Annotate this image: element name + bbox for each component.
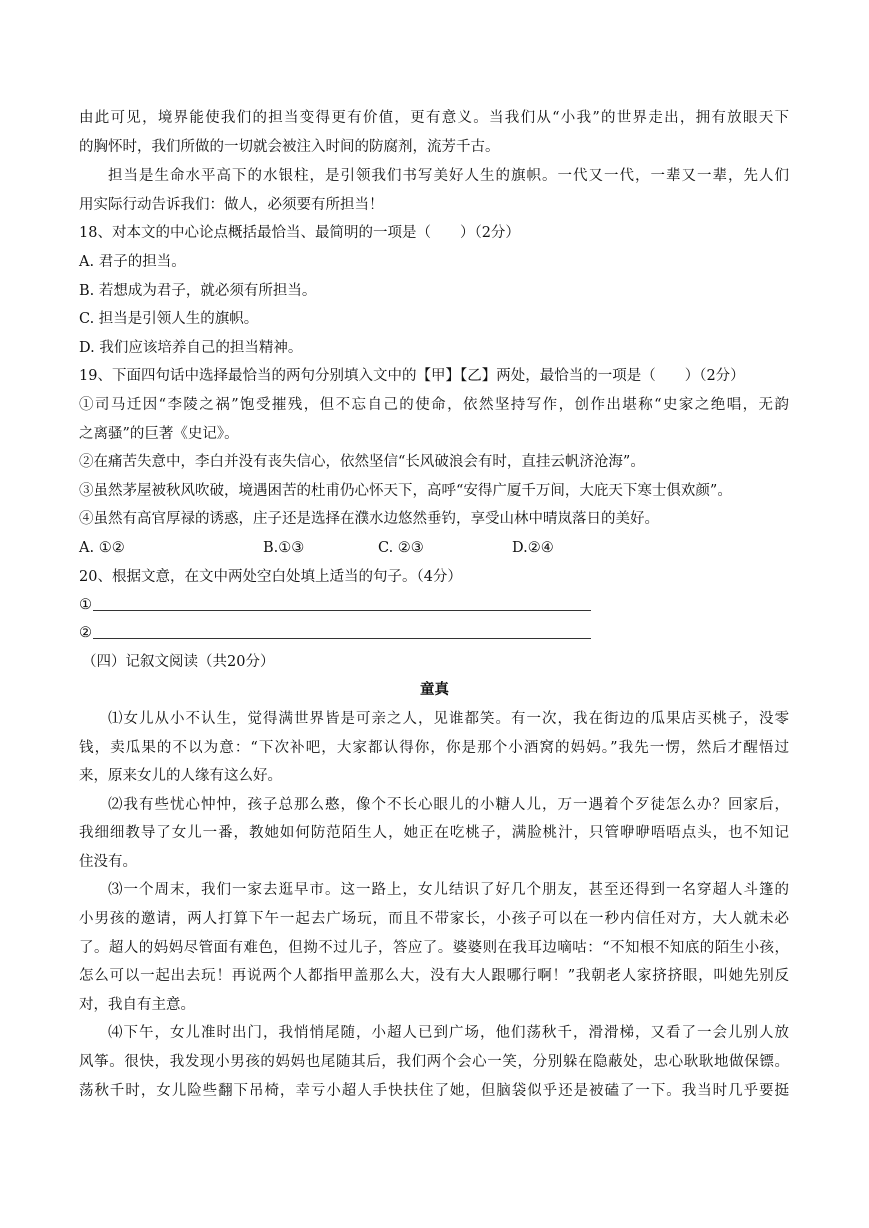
question-19-option-c: C. ②③ [378, 540, 424, 556]
story-text-line: 对，我自有主意。 [79, 997, 195, 1013]
story-text-line: 荡秋千时，女儿险些翻下吊椅，幸亏小超人手快扶住了她，但脑袋似乎还是被磕了一下。我当时几乎要挺 [79, 1083, 789, 1099]
question-19-sentence: ①司马迁因“李陵之祸”饱受摧残，但不忘自己的使命，依然坚持写作，创作出堪称“史家之绝唱，无韵 [79, 397, 789, 413]
story-text-line: 了。超人的妈妈尽管面有难色，但拗不过儿子，答应了。婆婆则在我耳边嘀咕：“不知根不知底的陌生小孩， [79, 940, 789, 956]
question-18-stem: 18、对本文的中心论点概括最恰当、最简明的一项是（ ）（2分） [79, 225, 520, 241]
story-text-line: ⑷下午，女儿准时出门，我悄悄尾随，小超人已到广场，他们荡秋千，滑滑梯，又看了一会儿别人放 [108, 1025, 789, 1041]
question-18-option-c: C. 担当是引领人生的旗帜。 [79, 311, 259, 327]
story-text-line: 住没有。 [79, 854, 137, 870]
question-18-option-b: B. 若想成为君子，就必须有所担当。 [79, 283, 317, 299]
story-text-line: 来，原来女儿的人缘有这么好。 [79, 768, 282, 784]
story-title: 童真 [420, 681, 449, 698]
answer-blank-2[interactable] [93, 638, 591, 639]
essay-text-line: 用实际行动告诉我们：做人，必须要有所担当！ [79, 197, 384, 213]
story-text-line: 怎么可以一起出去玩！再说两个人都指甲盖那么大，没有大人跟哪行啊！”我朝老人家挤挤眼，叫她先别反 [79, 968, 789, 984]
question-20-stem: 20、根据文意，在文中两处空白处填上适当的句子。（4分） [79, 569, 462, 585]
question-19-option-b: B.①③ [263, 540, 305, 556]
question-19-stem: 19、下面四句话中选择最恰当的两句分别填入文中的【甲】【乙】两处，最恰当的一项是（ ）（2分） [79, 368, 745, 384]
essay-text-line: 担当是生命水平高下的水银柱，是引领我们书写美好人生的旗帜。一代又一代，一辈又一辈，先人们 [108, 168, 789, 184]
answer-blank-1[interactable] [93, 610, 591, 611]
essay-text-line: 的胸怀时，我们所做的一切就会被注入时间的防腐剂，流芳千古。 [79, 139, 500, 155]
story-text-line: ⑵我有些忧心忡忡，孩子总那么憨，像个不长心眼儿的小糖人儿，万一遇着个歹徒怎么办？回家后， [108, 797, 789, 813]
story-text-line: ⑴女儿从小不认生，觉得满世界皆是可亲之人，见谁都笑。有一次，我在街边的瓜果店买桃子，没零 [108, 711, 789, 727]
story-text-line: 我细细教导了女儿一番，教她如何防范陌生人，她正在吃桃子，满脸桃汁，只管咿咿唔唔点头，也不知记 [79, 825, 789, 841]
section-heading: （四）记叙文阅读（共20分） [82, 654, 275, 670]
answer-blank-2-label: ② [79, 625, 92, 641]
question-19-option-a: A. ①② [79, 540, 125, 556]
question-19-sentence: ②在痛苦失意中，李白并没有丧失信心，依然坚信“长风破浪会有时，直挂云帆济沧海”。 [79, 454, 645, 470]
question-19-option-d: D.②④ [512, 540, 554, 556]
story-text-line: 风筝。很快，我发现小男孩的妈妈也尾随其后，我们两个会心一笑，分别躲在隐蔽处，忠心耿耿地做保镖。 [79, 1054, 789, 1070]
question-18-option-d: D. 我们应该培养自己的担当精神。 [79, 340, 303, 356]
question-19-sentence: ③虽然茅屋被秋风吹破，境遇困苦的杜甫仍心怀天下，高呼“安得广厦千万间，大庇天下寒士俱欢颜”。 [79, 483, 732, 499]
story-text-line: 小男孩的邀请，两人打算下午一起去广场玩，而且不带家长，小孩子可以在一秒内信任对方，大人就未必 [79, 911, 789, 927]
answer-blank-1-label: ① [79, 597, 92, 613]
essay-text-line: 由此可见，境界能使我们的担当变得更有价值，更有意义。当我们从“小我”的世界走出，拥有放眼天下 [79, 110, 789, 126]
question-19-sentence: ④虽然有高官厚禄的诱惑，庄子还是选择在濮水边悠然垂钓，享受山林中晴岚落日的美好。 [79, 511, 659, 527]
question-19-sentence: 之离骚”的巨著《史记》。 [79, 426, 239, 442]
story-text-line: 钱，卖瓜果的不以为意：“下次补吧，大家都认得你，你是那个小酒窝的妈妈。”我先一愣，然后才醒悟过 [79, 740, 789, 756]
story-text-line: ⑶一个周末，我们一家去逛早市。这一路上，女儿结识了好几个朋友，甚至还得到一名穿超人斗篷的 [108, 882, 789, 898]
question-18-option-a: A. 君子的担当。 [79, 254, 186, 270]
